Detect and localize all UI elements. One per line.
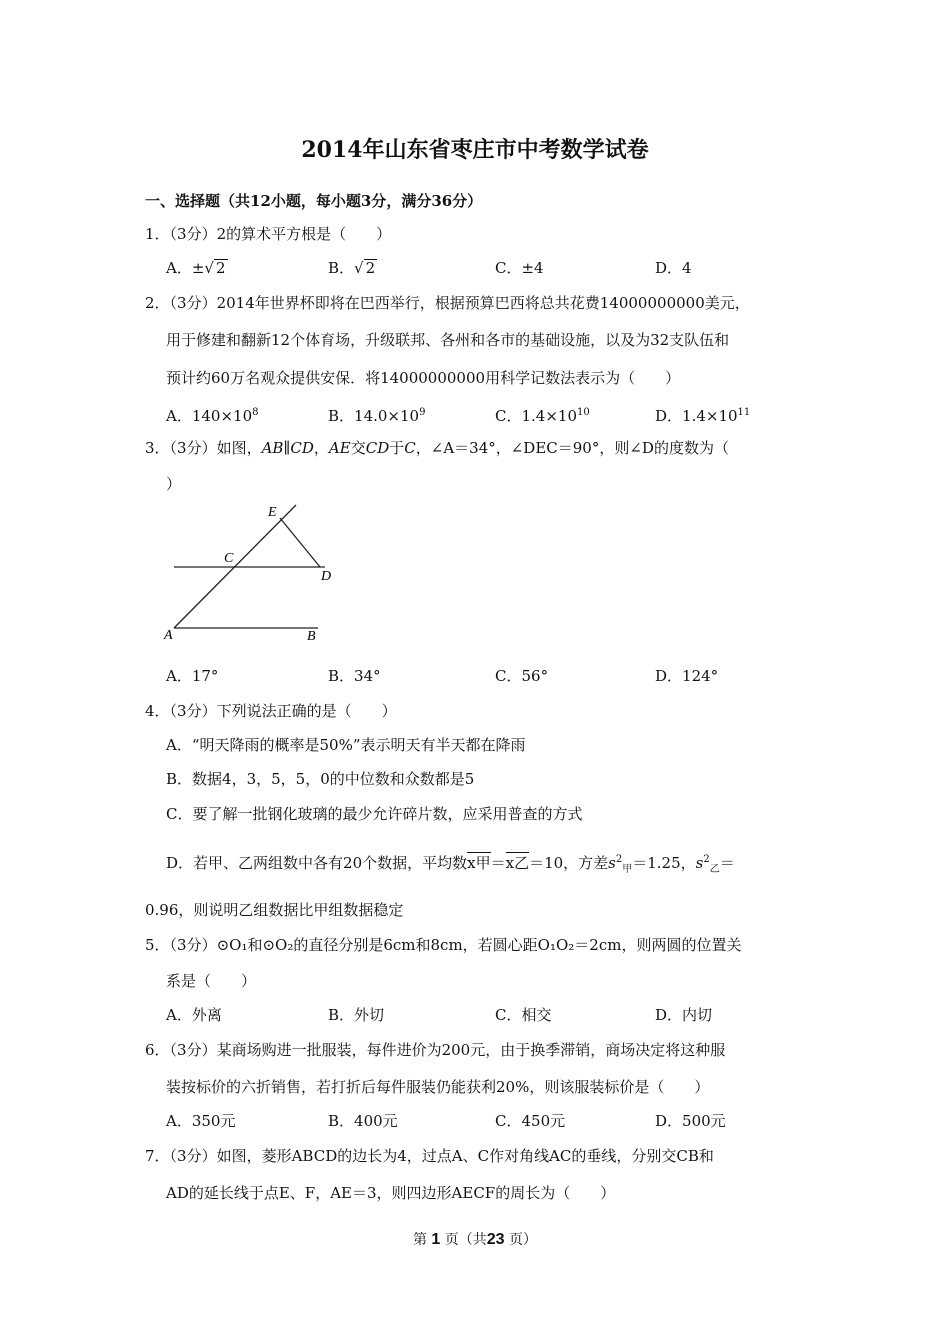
question-5-option-c: C．相交 bbox=[495, 1006, 552, 1024]
question-1-stem: 1．（3分）2的算术平方根是（ ） bbox=[145, 225, 392, 243]
question-6-option-d: D．500元 bbox=[655, 1112, 726, 1130]
question-1-option-d: D．4 bbox=[655, 259, 692, 277]
page-footer: 第 1 页（共23 页） bbox=[412, 1231, 538, 1248]
question-3-option-c: C．56° bbox=[495, 667, 549, 685]
mean-yi: x乙 bbox=[505, 854, 530, 872]
question-3-line-2: ） bbox=[166, 475, 182, 493]
question-6-option-c: C．450元 bbox=[495, 1112, 566, 1130]
page-number: 1 bbox=[431, 1231, 441, 1248]
label-c: C bbox=[224, 551, 234, 566]
question-6-option-a: A．350元 bbox=[166, 1112, 236, 1130]
question-6-option-b: B．400元 bbox=[328, 1112, 398, 1130]
question-2-option-c: C．$1.4\times 10^{10}$ bbox=[495, 407, 590, 425]
question-2-line-1: 2．（3分）2014年世界杯即将在巴西举行，根据预算巴西将总共花费14000000000美元， bbox=[145, 294, 750, 312]
question-2-option-b: B．$14.0\times 10^9$ bbox=[328, 407, 426, 425]
question-4-option-c: C．要了解一批钢化玻璃的最少允许碎片数，应采用普查的方式 bbox=[166, 805, 583, 823]
question-5-option-d: D．内切 bbox=[655, 1006, 713, 1024]
question-4-option-b: B．数据4，3，5，5，0的中位数和众数都是5 bbox=[166, 770, 475, 788]
question-2-option-a: A．$140\times 10^8$ bbox=[166, 407, 259, 425]
geometry-figure bbox=[160, 500, 340, 650]
question-3-option-b: B．34° bbox=[328, 667, 381, 685]
question-3-line-1: 3．（3分）如图，AB∥CD，AE交CD于C，∠A＝34°，∠DEC＝90°，则∠D的度数为（ bbox=[145, 439, 729, 457]
question-5-option-b: B．外切 bbox=[328, 1006, 385, 1024]
question-4-stem: 4．（3分）下列说法正确的是（ ） bbox=[145, 702, 397, 720]
sqrt-symbol: √ bbox=[354, 259, 364, 277]
question-5-line-1: 5．（3分）⊙O₁和⊙O₂的直径分别是6cm和8cm，若圆心距O₁O₂＝2cm，则两圆的位置关 bbox=[145, 936, 742, 954]
question-7-line-1: 7．（3分）如图，菱形ABCD的边长为4，过点A、C作对角线AC的垂线，分别交CB和 bbox=[145, 1147, 714, 1165]
question-4-option-d: D．若甲、乙两组数中各有20个数据，平均数x甲＝x乙＝10，方差$s^2_甲=1.25$，$s^2_乙=$ bbox=[166, 854, 735, 875]
question-3-option-a: A．17° bbox=[166, 667, 219, 685]
question-4-option-a: A．“明天降雨的概率是50%”表示明天有半天都在降雨 bbox=[166, 736, 526, 754]
section-heading: 一、选择题（共12小题，每小题3分，满分36分） bbox=[145, 192, 483, 210]
question-6-line-2: 装按标价的六折销售，若打折后每件服装仍能获利20%，则该服装标价是（ ） bbox=[166, 1078, 710, 1096]
question-3-option-d: D．124° bbox=[655, 667, 719, 685]
page-title: 2014年山东省枣庄市中考数学试卷 bbox=[301, 137, 649, 163]
question-5-line-2: 系是（ ） bbox=[166, 972, 257, 990]
label-a: A bbox=[164, 628, 173, 643]
question-1-option-a: A．±√ 2 bbox=[166, 259, 226, 277]
page-total: 23 bbox=[486, 1231, 505, 1248]
label-e: E bbox=[268, 505, 277, 520]
line-ed bbox=[280, 518, 320, 567]
question-5-option-a: A．外离 bbox=[166, 1006, 222, 1024]
sqrt-symbol: √ bbox=[204, 259, 214, 277]
question-7-line-2: AD的延长线于点E、F，AE＝3，则四边形AECF的周长为（ ） bbox=[166, 1184, 616, 1202]
label-d: D bbox=[321, 569, 332, 584]
question-2-option-d: D．$1.4\times 10^{11}$ bbox=[655, 407, 751, 425]
question-6-line-1: 6．（3分）某商场购进一批服装，每件进价为200元，由于换季滞销，商场决定将这种服 bbox=[145, 1041, 726, 1059]
label-b: B bbox=[307, 629, 316, 644]
mean-jia: x甲 bbox=[467, 854, 491, 872]
question-1-option-c: C．±4 bbox=[495, 259, 544, 277]
question-2-line-2: 用于修建和翻新12个体育场，升级联邦、各州和各市的基础设施，以及为32支队伍和 bbox=[166, 331, 730, 349]
question-4-option-d-line-2: 0.96，则说明乙组数据比甲组数据稳定 bbox=[145, 901, 404, 919]
question-2-line-3: 预计约60万名观众提供安保．将14000000000用科学记数法表示为（ ） bbox=[166, 369, 681, 387]
question-1-option-b: B．√ 2 bbox=[328, 259, 376, 277]
